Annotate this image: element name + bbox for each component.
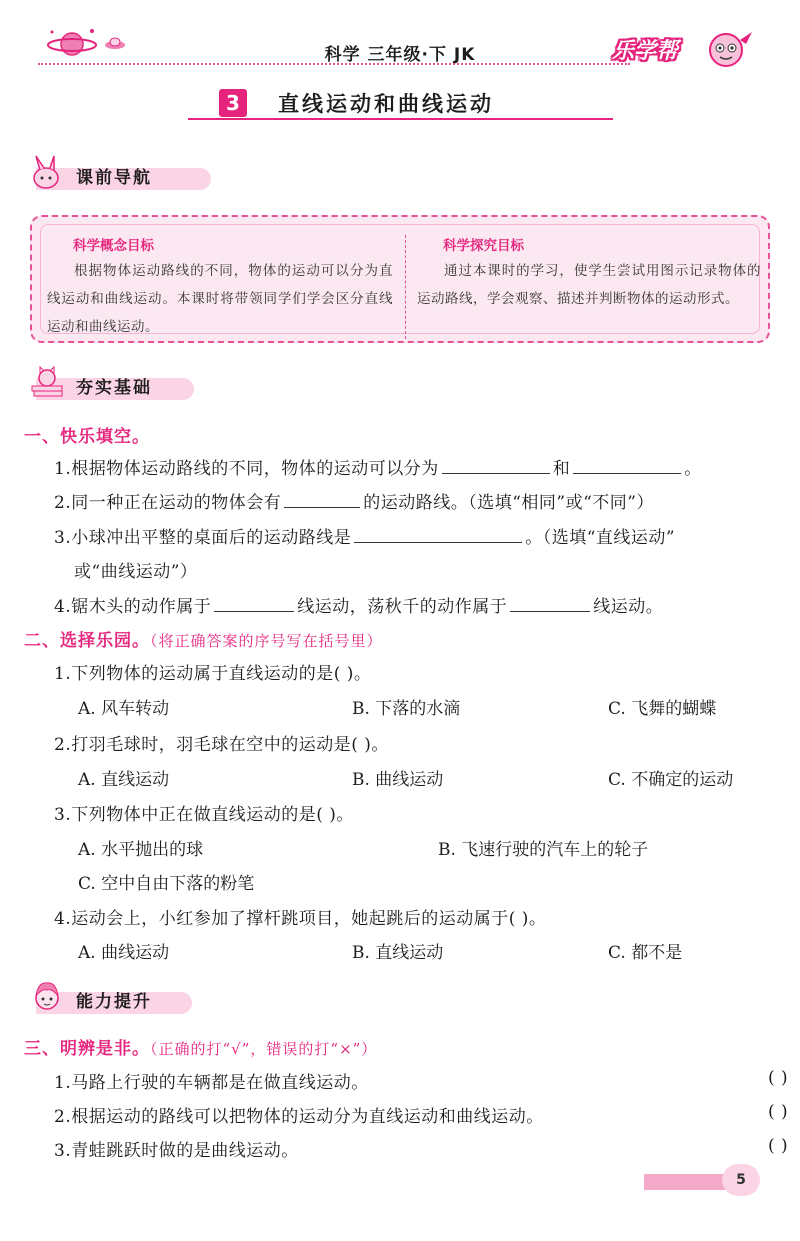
question-text: 。	[684, 459, 702, 479]
choice-4-option-b[interactable]: B. 直线运动	[352, 943, 444, 963]
answer-blank[interactable]	[573, 456, 681, 474]
fill-question-2	[54, 488, 654, 513]
concept-goal	[47, 235, 393, 341]
question-text: 3.小球冲出平整的桌面后的运动路线是	[54, 528, 352, 548]
lesson-goals-box	[30, 215, 770, 343]
choice-question-1: 1.下列物体的运动属于直线运动的是( )。	[54, 664, 372, 684]
choice-1-option-c[interactable]: C. 飞舞的蝴蝶	[608, 699, 717, 719]
section-tab-improve	[0, 986, 800, 1016]
page-header-title: 科学 三年级·下 JK	[324, 45, 476, 65]
answer-parentheses[interactable]: ( )	[768, 1136, 789, 1156]
answer-blank[interactable]	[214, 594, 294, 612]
fill-question-1	[54, 454, 702, 479]
question-text: 1.根据物体运动路线的不同，物体的运动可以分为	[54, 459, 439, 479]
choice-question-4: 4.运动会上，小红参加了撑杆跳项目，她起跳后的运动属于( )。	[54, 909, 547, 929]
part2-note: （将正确答案的序号写在括号里）	[150, 632, 383, 650]
question-text: 4.锯木头的动作属于	[54, 597, 212, 617]
question-text: 线运动。	[593, 597, 664, 617]
question-text: 3.青蛙跳跃时做的是曲线运动。	[54, 1141, 299, 1161]
choice-4-option-a[interactable]: A. 曲线运动	[78, 943, 170, 963]
choice-2-option-a[interactable]: A. 直线运动	[78, 770, 170, 790]
lesson-goals-inner	[40, 224, 760, 334]
part3-title-text: 三、明辨是非。	[24, 1039, 150, 1059]
section-tab-label: 夯实基础	[76, 378, 152, 398]
answer-blank[interactable]	[284, 490, 360, 508]
fill-question-3	[54, 523, 675, 548]
girl-icon	[26, 978, 68, 1016]
choice-2-option-c[interactable]: C. 不确定的运动	[608, 770, 734, 790]
part3-title	[24, 1034, 377, 1059]
brand-logo	[612, 28, 762, 72]
brand-logo-text: 乐学帮	[612, 39, 679, 64]
choice-2-option-b[interactable]: B. 曲线运动	[352, 770, 444, 790]
answer-parentheses[interactable]: ( )	[768, 1102, 789, 1122]
question-text: 2.根据运动的路线可以把物体的运动分为直线运动和曲线运动。	[54, 1107, 544, 1127]
choice-1-option-b[interactable]: B. 下落的水滴	[352, 699, 461, 719]
page-number: 5	[722, 1164, 760, 1196]
choice-question-2: 2.打羽毛球时，羽毛球在空中的运动是( )。	[54, 735, 389, 755]
answer-parentheses[interactable]: ( )	[768, 1068, 789, 1088]
question-text: 和	[552, 459, 571, 479]
fill-question-4	[54, 592, 663, 617]
choice-4-option-c[interactable]: C. 都不是	[608, 943, 683, 963]
concept-goal-title: 科学概念目标	[73, 238, 154, 254]
question-text: 2.同一种正在运动的物体会有	[54, 493, 282, 513]
part2-title-text: 二、选择乐园。	[24, 631, 150, 651]
question-text: 。（选填“直线运动”	[525, 528, 676, 548]
goals-divider	[405, 235, 406, 339]
judge-question-2	[54, 1102, 794, 1127]
choice-3-option-c[interactable]: C. 空中自由下落的粉笔	[78, 874, 255, 894]
choice-1-option-a[interactable]: A. 风车转动	[78, 699, 170, 719]
book-cat-icon	[26, 364, 68, 402]
section-tab-label: 课前导航	[76, 168, 152, 188]
section-tab-preview	[0, 162, 800, 192]
choice-3-option-b[interactable]: B. 飞速行驶的汽车上的轮子	[438, 840, 649, 860]
question-text: 线运动，荡秋千的动作属于	[297, 597, 508, 617]
fill-question-3-cont: 或“曲线运动”）	[74, 562, 198, 582]
judge-question-3	[54, 1136, 794, 1161]
part2-title	[24, 626, 383, 651]
page-number-bar	[644, 1174, 734, 1190]
section-tab-basics	[0, 372, 800, 402]
choice-question-3: 3.下列物体中正在做直线运动的是( )。	[54, 805, 354, 825]
inquiry-goal-title: 科学探究目标	[443, 238, 524, 254]
mascot-icon	[700, 28, 756, 72]
answer-blank[interactable]	[354, 525, 522, 543]
rabbit-icon	[26, 154, 68, 192]
inquiry-goal-text: 通过本课时的学习，使学生尝试用图示记录物体的运动路线，学会观察、描述并判断物体的运动形式。	[417, 263, 761, 307]
choice-3-option-a[interactable]: A. 水平抛出的球	[78, 840, 204, 860]
section-tab-label: 能力提升	[76, 992, 152, 1012]
question-text: 的运动路线。（选填“相同”或“不同”）	[363, 493, 654, 513]
answer-blank[interactable]	[510, 594, 590, 612]
part3-note: （正确的打“√”，错误的打“×”）	[150, 1040, 378, 1058]
inquiry-goal	[417, 235, 761, 313]
judge-question-1	[54, 1068, 794, 1093]
lesson-title-underline	[188, 118, 613, 120]
lesson-number: 3	[219, 89, 247, 117]
header-divider	[38, 63, 630, 65]
question-text: 1.马路上行驶的车辆都是在做直线运动。	[54, 1073, 369, 1093]
lesson-title: 直线运动和曲线运动	[278, 92, 494, 116]
part1-title: 一、快乐填空。	[24, 427, 150, 447]
concept-goal-text: 根据物体运动路线的不同，物体的运动可以分为直线运动和曲线运动。本课时将带领同学们学会区分直线运动和曲线运动。	[47, 263, 393, 335]
answer-blank[interactable]	[442, 456, 550, 474]
